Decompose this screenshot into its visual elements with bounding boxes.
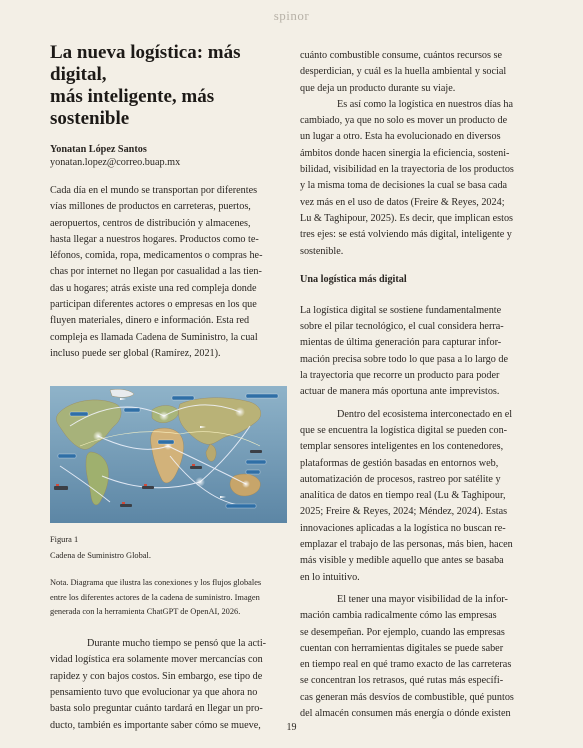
text-line: das u hogares; atrás existe una red compleja donde bbox=[50, 282, 257, 294]
note-line: generada con la herramienta ChatGPT de OpenAI, 2026. bbox=[50, 606, 241, 616]
text-line: La logística digital se sostiene fundamentalmente bbox=[300, 304, 502, 316]
text-line: desperdician, y cuál es la huella ambiental y social bbox=[300, 66, 507, 78]
text-line: un lugar a otro. Esta ha evolucionado en diversos bbox=[300, 131, 501, 143]
text-line: la trayectoria que recorre un producto para poder bbox=[300, 370, 500, 382]
author-email: yonatan.lopez@correo.buap.mx bbox=[50, 157, 181, 168]
text-line: vías millones de productos en carreteras, puertos, bbox=[50, 201, 251, 213]
text-line: hasta llegar a nuestros hogares. Productos como te- bbox=[50, 233, 259, 245]
text-line: se desempeñan. Por ejemplo, cuando las empresas bbox=[300, 626, 505, 638]
text-line: participan diferentes actores o empresas en los que bbox=[50, 299, 257, 311]
page-number: 19 bbox=[286, 722, 297, 733]
text-line: Cada día en el mundo se transportan por diferentes bbox=[50, 185, 258, 196]
text-line: Lu & Taghipour, 2025). Es decir, que implican estos bbox=[300, 212, 514, 224]
figure-number: Figura 1 bbox=[50, 535, 79, 545]
text-line: fluyen materiales, dinero e información. Esta red bbox=[50, 315, 250, 327]
text-line: que se encuentra la logística digital se pueden con- bbox=[300, 424, 508, 436]
text-line: innovaciones aplicadas a la logística no buscan re- bbox=[300, 522, 506, 534]
paragraph bbox=[300, 303, 540, 401]
text-line: automatización de procesos, rastreo por satélite y bbox=[300, 473, 501, 485]
text-line: y la misma toma de decisiones la cual se basa cada bbox=[300, 180, 508, 192]
author-name: Yonatan López Santos bbox=[50, 144, 147, 155]
figure-caption: Cadena de Suministro Global. bbox=[50, 551, 151, 561]
text-line: vez más en el uso de datos (Freire & Reyes, 2024; bbox=[300, 196, 505, 208]
paragraph bbox=[50, 636, 287, 734]
text-line: ámbitos donde hacen sinergia la eficiencia, sosteni- bbox=[300, 147, 510, 159]
text-line: más visible y medible aquello que antes se basaba bbox=[300, 555, 504, 567]
section-heading: Una logística más digital bbox=[300, 273, 407, 285]
supply-chain-world-map-image bbox=[50, 386, 287, 523]
text-line: cas generan más desvíos de combustible, qué puntos bbox=[300, 691, 514, 703]
text-line: aeropuertos, centros de distribución y almacenes, bbox=[50, 217, 251, 229]
text-line: mación precisa sobre todo lo que pasa a lo largo de bbox=[300, 353, 509, 365]
text-line: que deja un producto durante su viaje. bbox=[300, 82, 456, 94]
paragraph bbox=[300, 592, 540, 722]
note-line: entre los diferentes actores de la cadena de suministro. Imagen bbox=[50, 592, 260, 602]
left-column bbox=[50, 42, 287, 734]
paragraph bbox=[50, 183, 287, 362]
text-line: en lo intuitivo. bbox=[300, 571, 360, 583]
text-line: del almacén consumen más energía o dónde existen bbox=[300, 707, 511, 719]
text-line: 2025; Freire & Reyes, 2024; Méndez, 2024). Estas bbox=[300, 506, 508, 518]
figure-note bbox=[50, 576, 287, 619]
text-line: se concentran los retrasos, qué rutas más específi- bbox=[300, 675, 504, 687]
text-line: sostenible. bbox=[300, 245, 344, 257]
text-line: cambiado, ya que no solo es mover un producto de bbox=[300, 115, 508, 127]
text-line: pensamiento tuvo que evolucionar ya que ahora no bbox=[50, 687, 258, 699]
text-line: actuar de manera más oportuna ante imprevistos. bbox=[300, 386, 500, 398]
text-line: mación cambia radicalmente cómo las empresas bbox=[300, 610, 497, 622]
text-line: vidad logística era solamente mover mercancías con bbox=[50, 654, 263, 666]
text-line: sobre el pilar tecnológico, el cual considera herra- bbox=[300, 321, 504, 333]
text-line: léfonos, comida, ropa, medicamentos o compras he- bbox=[50, 250, 263, 262]
right-column bbox=[300, 48, 540, 722]
text-line: incluso puede ser global (Ramírez, 2021). bbox=[50, 347, 221, 359]
text-line: analítica de datos en tiempo real (Lu & Taghipour, bbox=[300, 490, 506, 502]
text-line: Es así como la logística en nuestros días ha bbox=[337, 98, 513, 110]
running-head: spinor bbox=[273, 8, 310, 23]
text-line: emplazar el trabajo de las personas, más bien, hacen bbox=[300, 539, 513, 551]
text-line: mientas de última generación para capturar infor- bbox=[300, 337, 502, 349]
text-line: Durante mucho tiempo se pensó que la acti- bbox=[87, 638, 267, 650]
text-line: plataformas de gestión basadas en entornos web, bbox=[300, 457, 499, 469]
text-line: tres ejes: se está volviendo más digital, inteligente y bbox=[300, 229, 512, 241]
text-line: cuánto combustible consume, cuántos recursos se bbox=[300, 50, 502, 61]
text-line: El tener una mayor visibilidad de la infor- bbox=[337, 593, 508, 605]
paragraph bbox=[300, 407, 540, 586]
title-line: La nueva logística: más digital, bbox=[50, 42, 241, 85]
text-line: en tiempo real en qué tramo exacto de las carreteras bbox=[300, 659, 512, 671]
text-line: compleja es llamada Cadena de Suministro, la cual bbox=[50, 331, 258, 343]
title-line: más inteligente, más sostenible bbox=[50, 86, 215, 129]
text-line: basta solo preguntar cuánto tardará en llegar un pro- bbox=[50, 703, 263, 715]
text-line: cuentan con herramientas digitales se puede saber bbox=[300, 642, 504, 654]
article-title bbox=[50, 42, 287, 130]
paragraph bbox=[300, 97, 540, 260]
text-line: ducto, también es importante saber cómo se mueve, bbox=[50, 719, 261, 731]
text-line: chas por internet no llegan por casualidad a las tien- bbox=[50, 266, 262, 278]
text-line: Dentro del ecosistema interconectado en el bbox=[337, 408, 513, 420]
text-line: templar sensores inteligentes en los contenedores, bbox=[300, 441, 504, 453]
text-line: rapidez y con bajos costos. Sin embargo, ese tipo de bbox=[50, 670, 263, 682]
text-line: bilidad, visibilidad en la trayectoria de los productos bbox=[300, 164, 514, 176]
note-line: Nota. Diagrama que ilustra las conexiones y los flujos globales bbox=[50, 578, 262, 588]
paragraph bbox=[300, 48, 540, 97]
